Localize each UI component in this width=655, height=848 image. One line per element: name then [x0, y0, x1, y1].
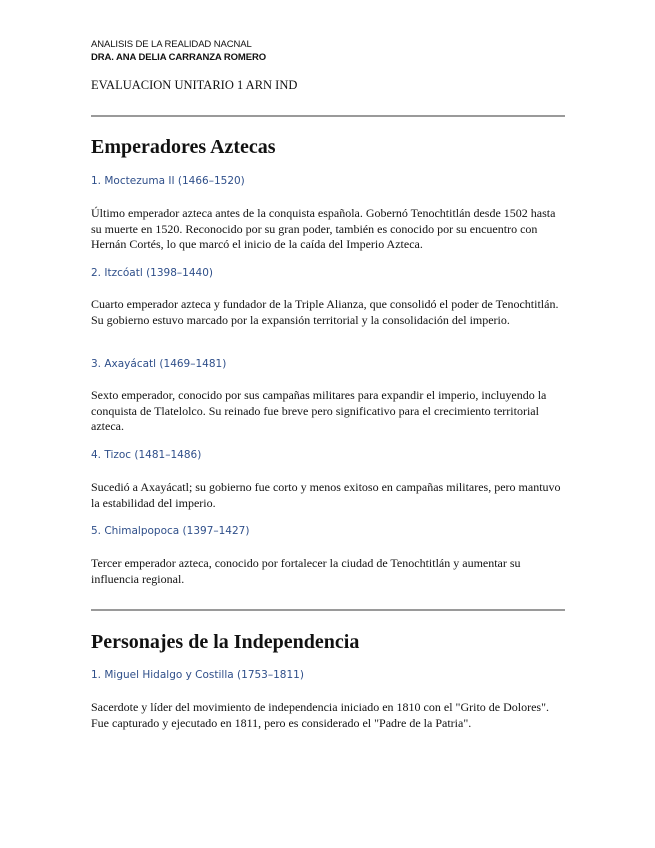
section-title-emperadores: Emperadores Aztecas: [91, 136, 276, 158]
course-title: ANALISIS DE LA REALIDAD NACNAL: [91, 39, 252, 50]
document-page: [91, 38, 565, 730]
item-heading: 1. Moctezuma II (1466–1520): [91, 175, 245, 187]
evaluation-title: EVALUACION UNITARIO 1 ARN IND: [91, 78, 298, 92]
item-paragraph: Sucedió a Axayácatl; su gobierno fue corto y menos exitoso en campañas militares, pero mantuvo la estabilidad del imperio.: [91, 480, 561, 510]
section-title-independencia: Personajes de la Independencia: [91, 631, 360, 653]
section-divider: [91, 609, 565, 611]
section-divider: [91, 115, 565, 117]
instructor-name: DRA. ANA DELIA CARRANZA ROMERO: [91, 52, 267, 63]
item-paragraph: Último emperador azteca antes de la conquista española. Gobernó Tenochtitlán desde 1502 hasta su muerte en 1520. Reconocido por su gran poder, también es conocido por su encuentro con Hernán Cortés, lo que marcó el inicio de la caída del Imperio Azteca.: [91, 206, 556, 251]
item-heading: 1. Miguel Hidalgo y Costilla (1753–1811): [91, 669, 304, 681]
item-heading: 2. Itzcóatl (1398–1440): [91, 267, 213, 279]
item-heading: 4. Tizoc (1481–1486): [91, 449, 202, 461]
item-paragraph: Cuarto emperador azteca y fundador de la Triple Alianza, que consolidó el poder de Tenochtitlán. Su gobierno estuvo marcado por la expansión territorial y la consolidación del imperio.: [91, 297, 559, 327]
item-paragraph: Tercer emperador azteca, conocido por fortalecer la ciudad de Tenochtitlán y aumentar su influencia regional.: [91, 556, 521, 586]
item-heading: 3. Axayácatl (1469–1481): [91, 358, 227, 370]
item-paragraph: Sexto emperador, conocido por sus campañas militares para expandir el imperio, incluyendo la conquista de Tlatelolco. Su reinado fue breve pero significativo para el crecimiento territorial azteca.: [91, 388, 547, 433]
item-heading: 5. Chimalpopoca (1397–1427): [91, 525, 250, 537]
item-paragraph: Sacerdote y líder del movimiento de independencia iniciado en 1810 con el "Grito de Dolores". Fue capturado y ejecutado en 1811, pero es considerado el "Padre de la Patria".: [91, 700, 549, 730]
